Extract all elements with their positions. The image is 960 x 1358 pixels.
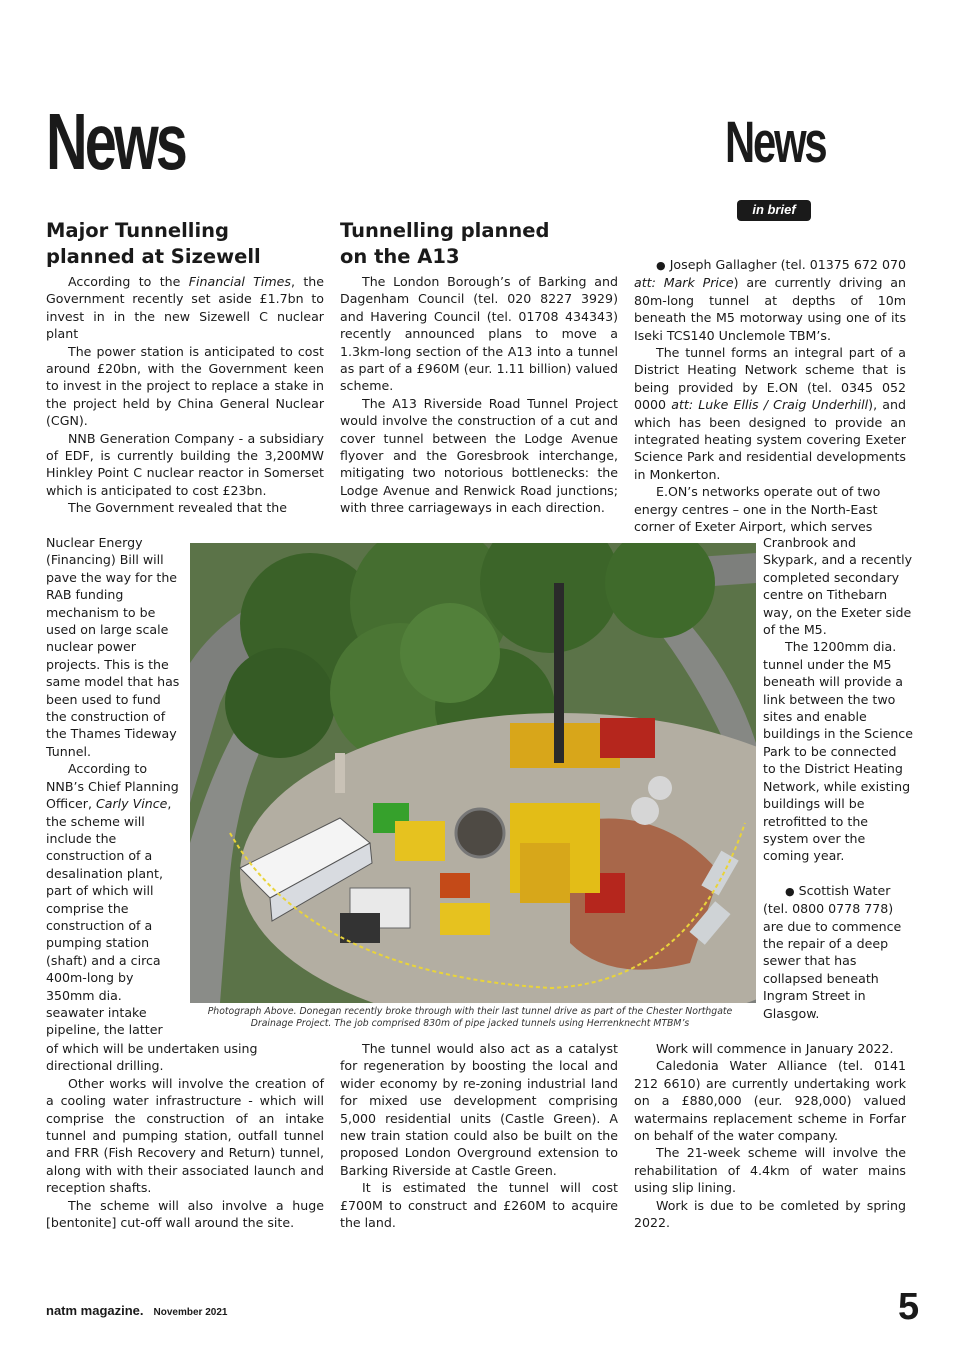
paragraph: E.ON’s networks operate out of two energy centres – one in the North-East corner of Exeter Airport, which serves bbox=[634, 484, 881, 535]
paragraph: The scheme will also involve a huge [bentonite] cut-off wall around the site. bbox=[46, 1197, 324, 1231]
article-a13-top bbox=[340, 273, 618, 517]
paragraph: The tunnel would also act as a catalyst for regeneration by boosting the local and wider economy by re-zoning industrial land for mixed use development comprising 5,000 residential units (Castle Green). A new train station could also be built on the proposed London Overground extension to Barking Riverside at Castle Green. bbox=[340, 1041, 618, 1178]
paragraph bbox=[46, 273, 324, 343]
article-a13-bottom bbox=[340, 1040, 618, 1231]
text: The tunnel forms an integral part of a District Heating Network scheme that is being provided by E.ON (tel. 0345 052 0000 bbox=[634, 345, 906, 413]
paragraph: The power station is anticipated to cost around £20bn, with the Government keen to invest in the project to replace a stake in the project held by China General Nuclear (CGN). bbox=[46, 343, 324, 429]
heading-line: planned at Sizewell bbox=[46, 245, 261, 268]
photo-caption: Photograph Above. Donegan recently broke through with their last tunnel drive as part of the Chester Northgate Drainage Project. The job comprised 830m of pipe jacked tunnels using Herrenknecht MTBM’s bbox=[207, 1006, 733, 1029]
bullet-icon: ● bbox=[656, 259, 666, 272]
aerial-site-image bbox=[190, 543, 756, 1003]
paragraph: Work is due to be comleted by spring 2022. bbox=[634, 1197, 906, 1231]
text: ), and which has been designed to provide an integrated heating system covering Exeter Science Park and residential developments in Monkerton. bbox=[634, 397, 906, 482]
paragraph: The 21-week scheme will involve the rehabilitation of 4.4km of water mains using slip lining. bbox=[634, 1145, 906, 1196]
paragraph bbox=[634, 256, 906, 344]
paragraph: It is estimated the tunnel will cost £700M to construct and £260M to acquire the land. bbox=[340, 1180, 618, 1231]
page-title: News bbox=[46, 97, 185, 186]
magazine-name: natm magazine. bbox=[46, 1303, 144, 1318]
heading-line: on the A13 bbox=[340, 245, 460, 268]
issue-date: November 2021 bbox=[153, 1307, 228, 1318]
text: According to NNB’s Chief Planning Officer, bbox=[46, 761, 179, 812]
section-title: News bbox=[725, 110, 826, 175]
paragraph: Work will commence in January 2022. bbox=[656, 1041, 894, 1056]
contact-name: att: Luke Ellis / Craig Underhill bbox=[671, 397, 869, 413]
article-sizewell-narrow bbox=[46, 534, 182, 1039]
contact-name: att: Mark Price bbox=[634, 275, 734, 291]
site-photo bbox=[190, 543, 756, 1003]
magazine-footer bbox=[46, 1303, 227, 1318]
paragraph: NNB Generation Company - a subsidiary of EDF, is currently building the 3,200MW Hinkley Point C nuclear reactor in Somerset which is anticipated to cost £23bn. bbox=[46, 430, 324, 498]
publication-name: Financial Times bbox=[188, 274, 291, 289]
article-heading-a13 bbox=[340, 218, 620, 270]
paragraph: of which will be undertaken using directional drilling. bbox=[46, 1041, 258, 1074]
paragraph: Nuclear Energy (Financing) Bill will pave the way for the RAB funding mechanism to be used on large scale nuclear power projects. This is the same model that has been used to fund the construction of the Thames Tideway Tunnel. bbox=[46, 535, 180, 759]
paragraph bbox=[763, 882, 913, 1022]
paragraph: The 1200mm dia. tunnel under the M5 beneath will provide a link between the two sites and enable buildings in the Science Park to be connected to the District Heating Network, while existing buildings will be retrofitted to the system over the coming year. bbox=[763, 639, 913, 864]
paragraph bbox=[634, 344, 906, 483]
text: ) are currently driving an 80m-long tunnel at depths of 10m beneath the M5 motorway using one of its Iseki TCS140 Unclemole TBM’s. bbox=[634, 275, 906, 343]
in-brief-badge: in brief bbox=[737, 200, 811, 221]
text: , the Government recently set aside £1.7bn to invest in in the new Sizewell C nuclear plant bbox=[46, 274, 324, 342]
paragraph: The London Borough’s of Barking and Dagenham Council (tel. 020 8227 3929) and Havering Council (tel. 01708 434343) recently announced plans to move a 1.3km-long section of the A13 into a tunnel as part of a £960M (eur. 1.11 billion) valued scheme. bbox=[340, 274, 618, 394]
text: According to the bbox=[68, 274, 189, 289]
paragraph: The A13 Riverside Road Tunnel Project would involve the construction of a cut and cover tunnel between the Lodge Avenue flyover and the Goresbrook interchange, mitigating two notorious bottlenecks: the Lodge Avenue and Renwick Road junctions; with three carriageways in each direction. bbox=[340, 395, 618, 516]
paragraph: Caledonia Water Alliance (tel. 0141 212 6610) are currently undertaking work on a £880,000 (eur. 928,000) valued watermains replacement scheme in Forfar on behalf of the water company. bbox=[634, 1058, 906, 1144]
paragraph: Other works will involve the creation of a cooling water infrastructure - which will comprise the construction of an intake tunnel and pumping station, outfall tunnel and FRR (Fish Recovery and Return) tunnel, along with with their associated launch and reception shafts. bbox=[46, 1075, 324, 1196]
text: Scottish Water (tel. 0800 0778 778) are due to commence the repair of a deep sewer that has collapsed beneath Ingram Street in Glasgow. bbox=[763, 882, 902, 1021]
heading-line: Tunnelling planned bbox=[340, 219, 550, 242]
heading-line: Major Tunnelling bbox=[46, 219, 229, 242]
text: , the scheme will include the construction of a desalination plant, part of which will comprise the construction of a pumping station (shaft) and a circa 400m-long by 350mm dia. seawater intake pipeline, the latter bbox=[46, 796, 172, 1038]
in-brief-narrow bbox=[763, 534, 913, 1022]
person-name: Carly Vince bbox=[95, 796, 168, 812]
page-number: 5 bbox=[898, 1286, 920, 1328]
article-sizewell-top bbox=[46, 273, 324, 517]
text: Joseph Gallagher (tel. 01375 672 070 bbox=[669, 257, 906, 272]
paragraph: Cranbrook and Skypark, and a recently completed secondary centre on Tithebarn way, on the Exeter side of the M5. bbox=[763, 535, 913, 638]
paragraph: The Government revealed that the bbox=[68, 500, 288, 516]
paragraph bbox=[46, 760, 182, 1039]
in-brief-top bbox=[634, 256, 906, 536]
article-sizewell-bottom bbox=[46, 1040, 324, 1231]
article-heading-sizewell bbox=[46, 218, 326, 270]
in-brief-bottom bbox=[634, 1040, 906, 1231]
bullet-icon: ● bbox=[785, 884, 795, 898]
